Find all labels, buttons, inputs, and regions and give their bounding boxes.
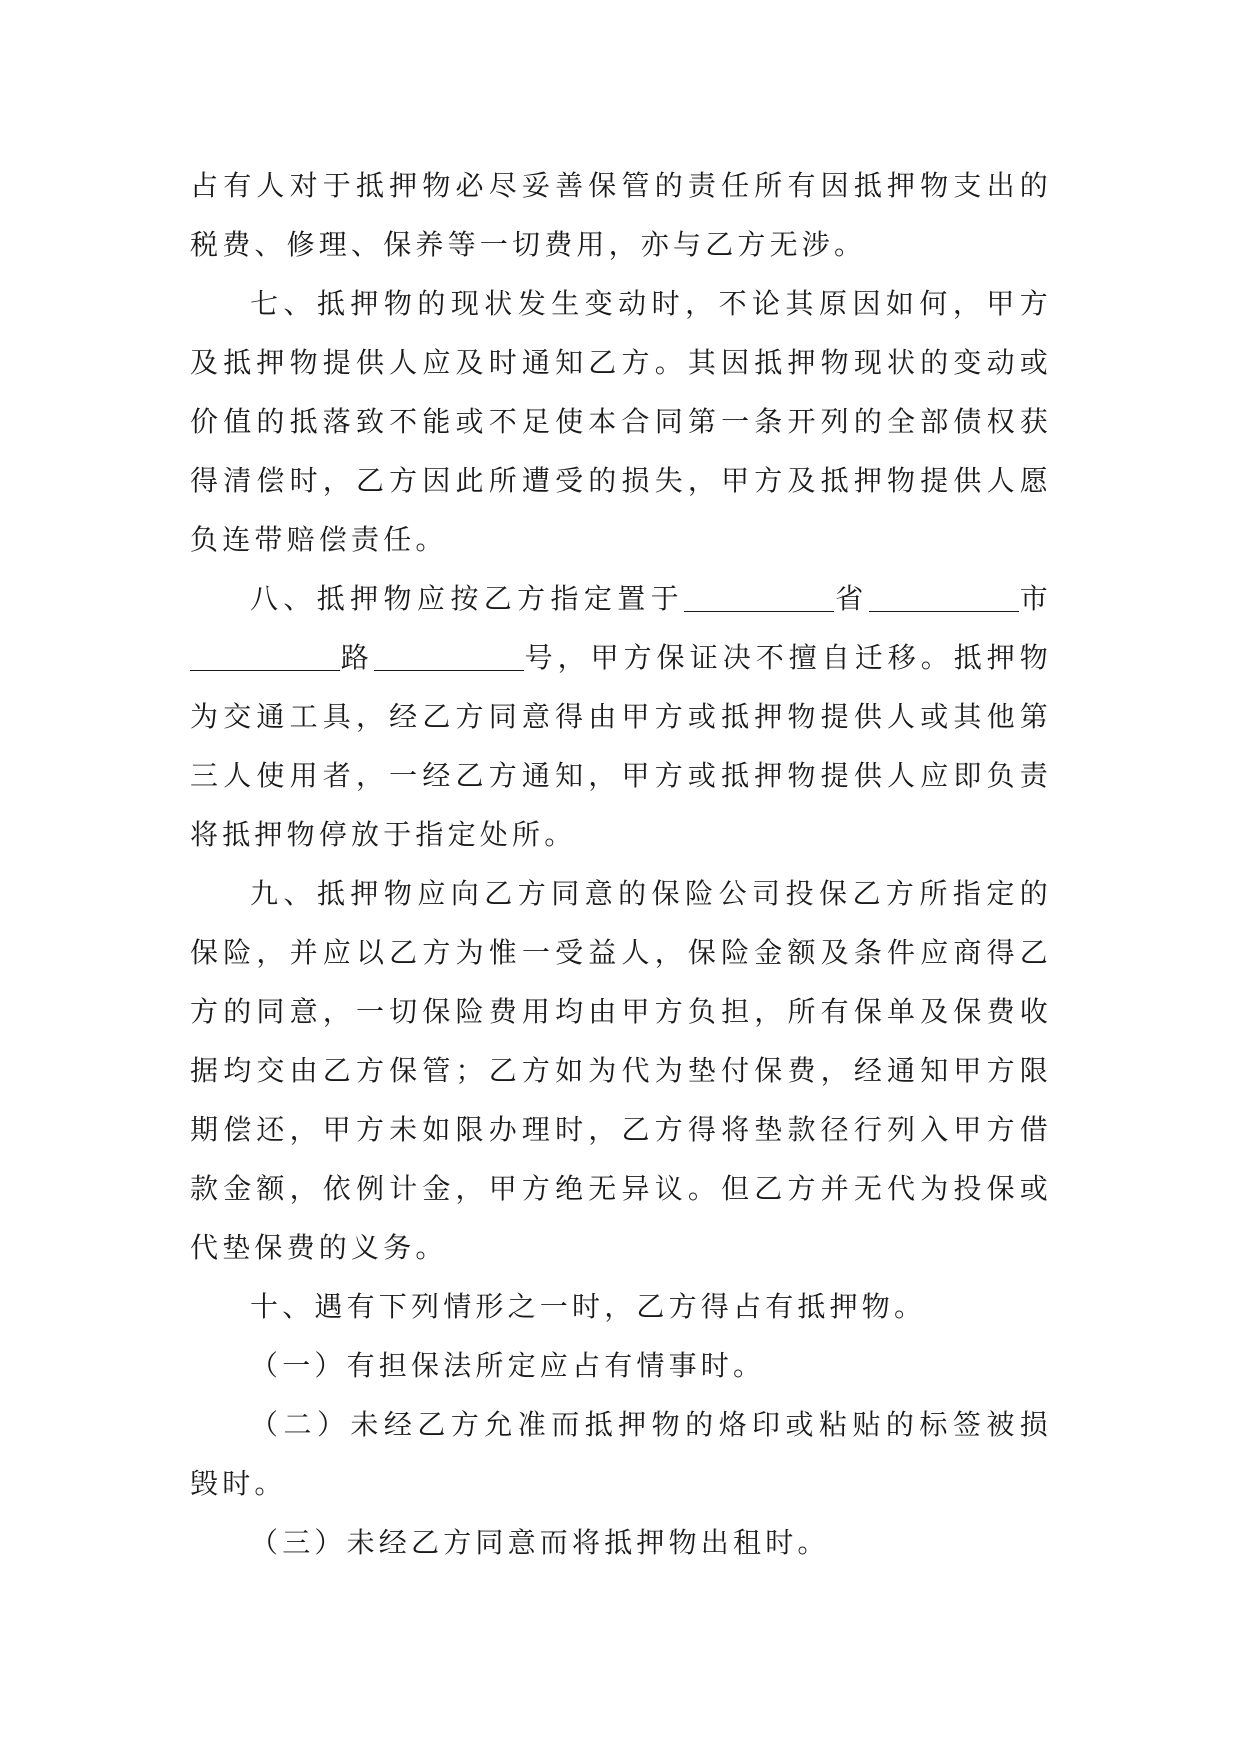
province-blank [684,583,834,612]
clause-10-item-2: （二）未经乙方允准而抵押物的烙印或粘贴的标签被损毁时。 [190,1408,1052,1500]
clause-8-rest: 号，甲方保证决不擅自迁移。抵押物为交通工具，经乙方同意得由甲方或抵押物提供人或其他第三人使用者，一经乙方通知，甲方或抵押物提供人应即负责将抵押物停放于指定处所。 [190,641,1053,851]
clause-8 [190,569,1052,864]
clause-7: 七、抵押物的现状发生变动时，不论其原因如何，甲方及抵押物提供人应及时通知乙方。其因抵押物现状的变动或价值的抵落致不能或不足使本合同第一条开列的全部债权获得清偿时，乙方因此所遭受的损失，甲方及抵押物提供人愿负连带赔偿责任。 [190,287,1052,556]
city-blank [869,583,1019,612]
city-label: 市 [1018,582,1052,615]
clause-9: 九、抵押物应向乙方同意的保险公司投保乙方所指定的保险，并应以乙方为惟一受益人，保险金额及条件应商得乙方的同意，一切保险费用均由甲方负担，所有保单及保费收据均交由乙方保管；乙方如为代为垫付保费，经通知甲方限期偿还，甲方未如限办理时，乙方得将垫款径行列入甲方借款金额，依例计金，甲方绝无异议。但乙方并无代为投保或代垫保费的义务。 [190,877,1052,1264]
road-blank [190,642,340,671]
road-label: 路 [340,641,374,674]
clause-10: 十、遇有下列情形之一时，乙方得占有抵押物。 [250,1290,927,1323]
province-label: 省 [834,582,869,615]
number-blank [374,642,524,671]
clause-10-item-3: （三）未经乙方同意而将抵押物出租时。 [250,1526,830,1559]
clause-8-intro: 八、抵押物应按乙方指定置于 [250,582,685,615]
clause-10-item-1: （一）有担保法所定应占有情事时。 [250,1349,766,1382]
document-body [190,156,1052,1572]
paragraph-continued: 占有人对于抵押物必尽妥善保管的责任所有因抵押物支出的税费、修理、保养等一切费用，亦与乙方无涉。 [190,169,1052,261]
